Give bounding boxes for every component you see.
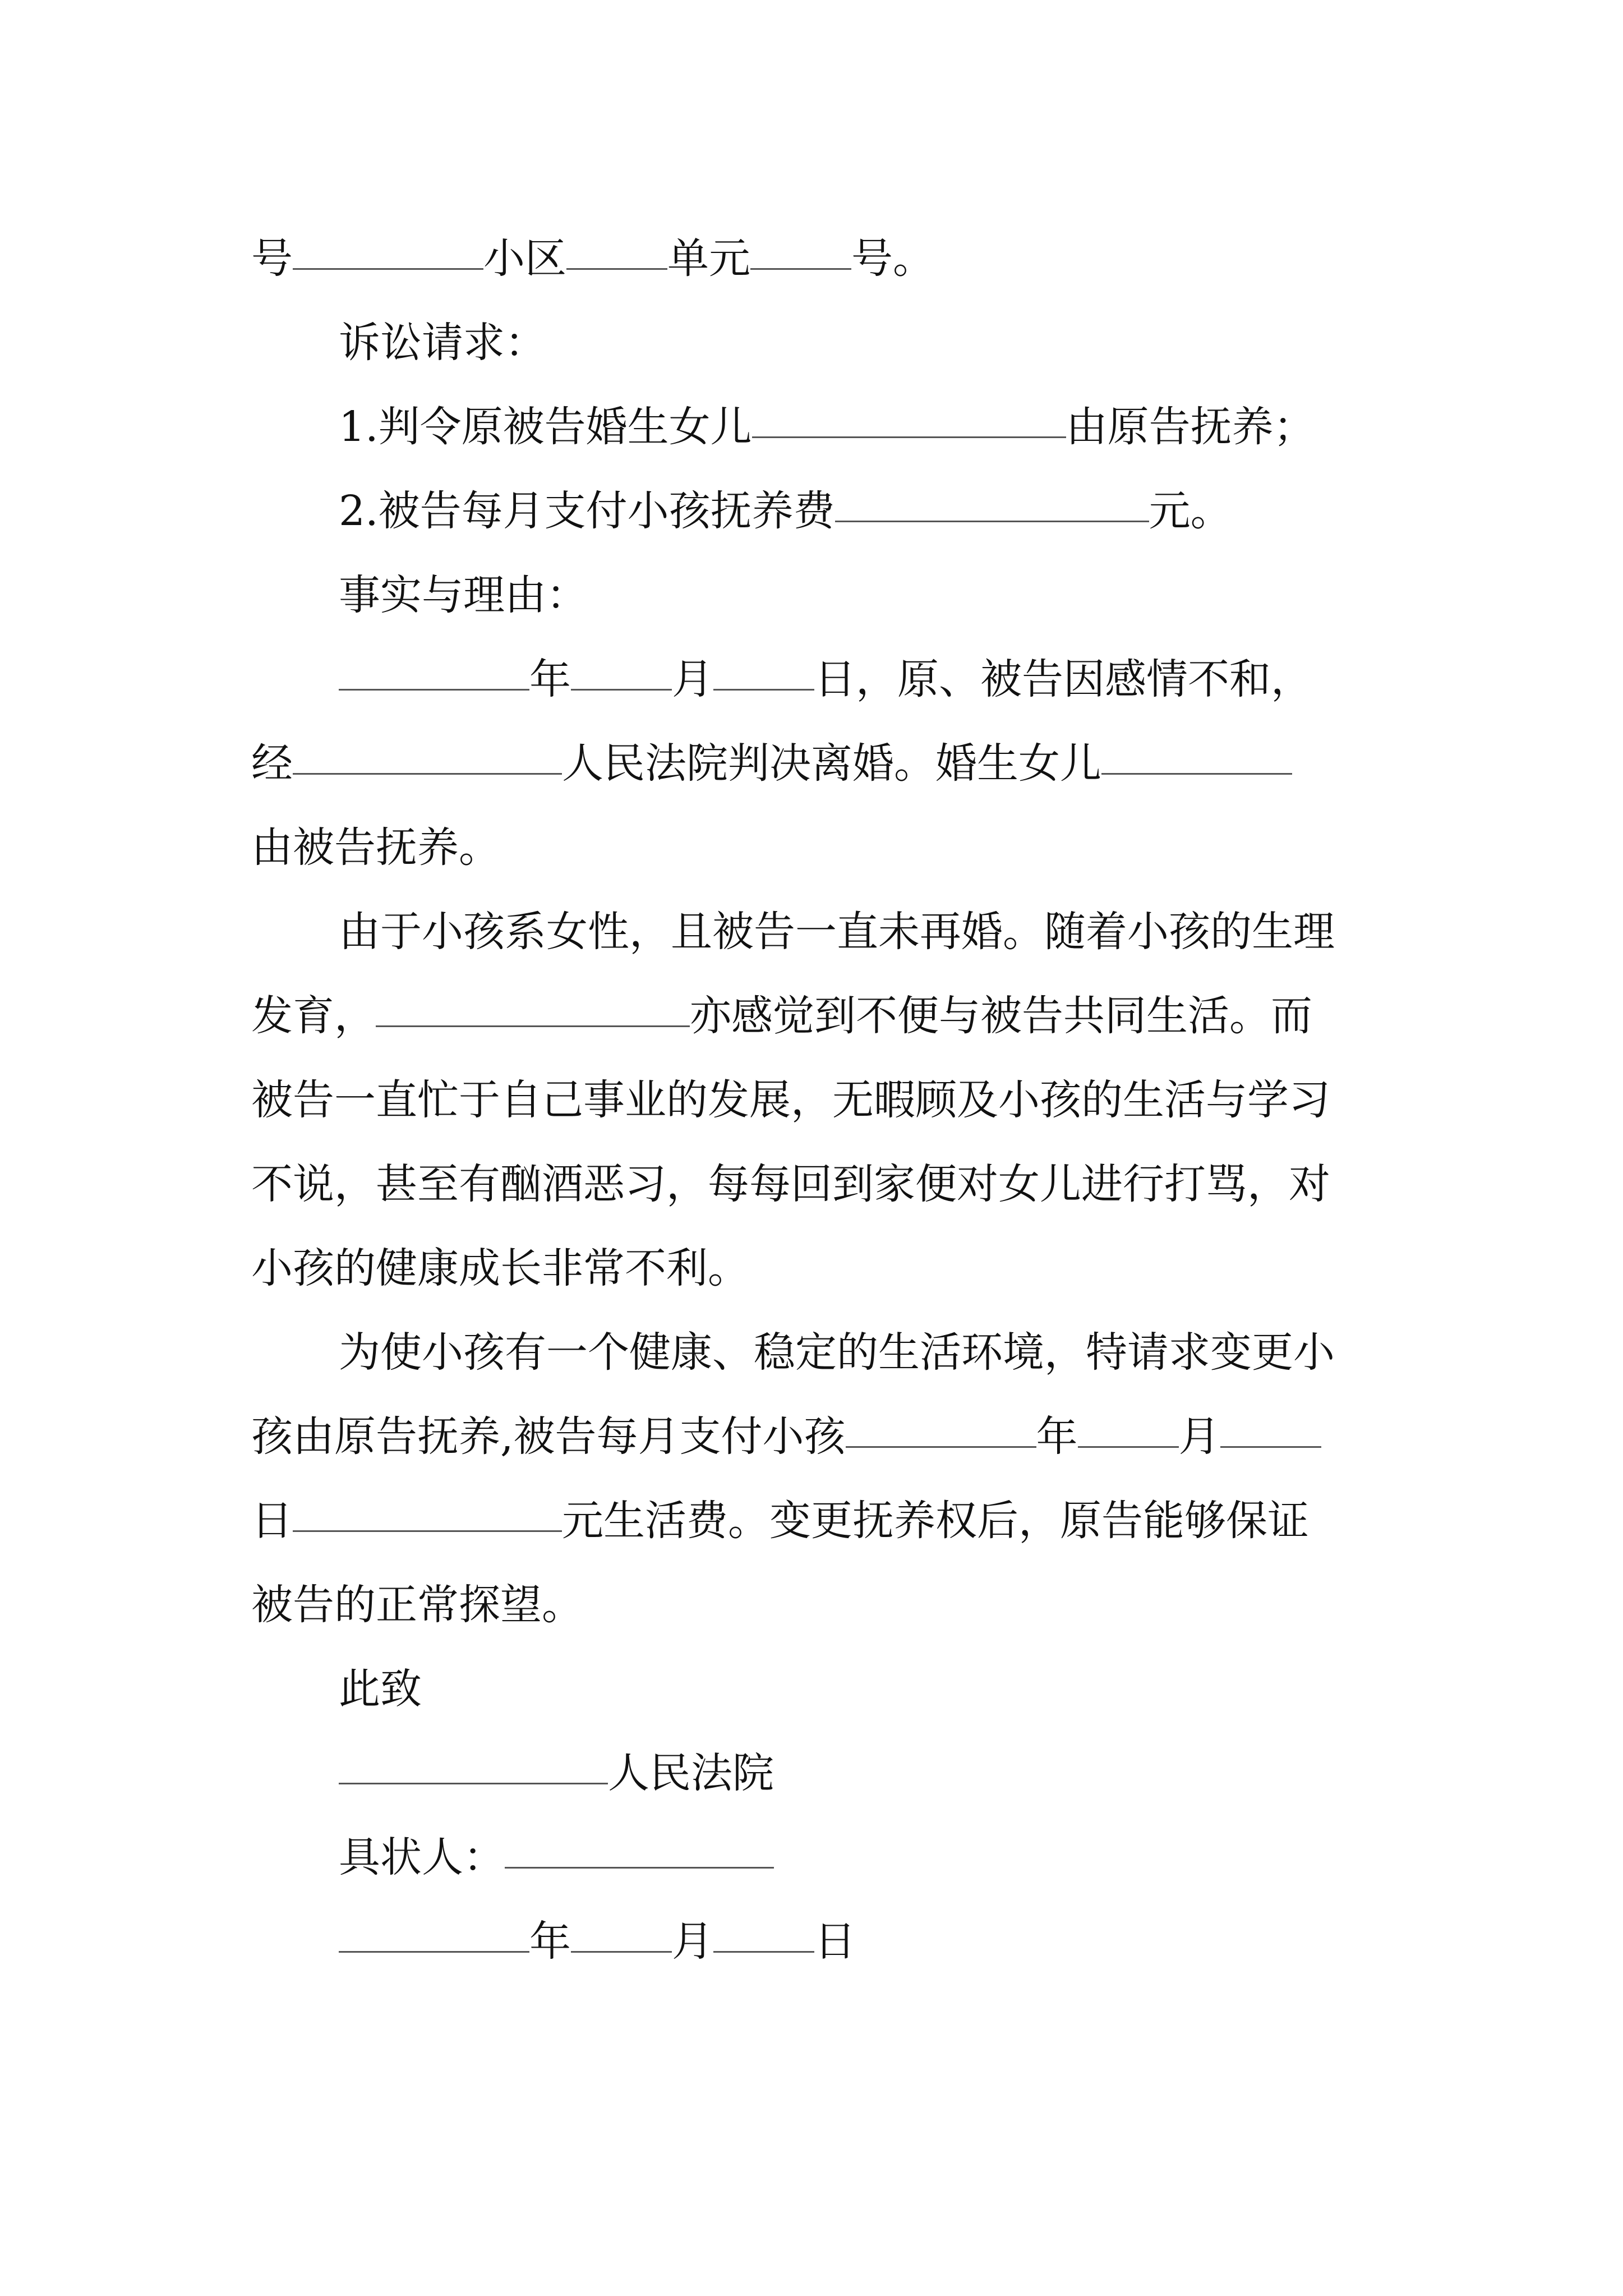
blank-field — [713, 1899, 814, 1953]
text: 年 — [1036, 1412, 1078, 1461]
text: 被告的正常探望。 — [251, 1581, 583, 1629]
blank-field — [752, 385, 1066, 438]
text: 小区 — [483, 234, 566, 283]
text: 日 — [251, 1497, 293, 1545]
text: 小孩的健康成长非常不利。 — [251, 1244, 749, 1292]
text: 亦感觉到不便与被告共同生活。而 — [690, 992, 1312, 1040]
blank-field — [1101, 721, 1292, 775]
blank-field — [1220, 1395, 1321, 1448]
text: 元生活费。变更抚养权后，原告能够保证 — [562, 1497, 1309, 1545]
signatory-line — [251, 1815, 1390, 1899]
blank-field — [293, 1479, 562, 1532]
text: 由被告抚养。 — [251, 823, 500, 872]
blank-field — [835, 469, 1149, 522]
text: 元。 — [1149, 487, 1232, 535]
paragraph-line — [251, 637, 1390, 721]
text: 1.判令原被告婚生女儿 — [339, 403, 752, 451]
text: 人民法院判决离婚。婚生女儿 — [562, 739, 1101, 788]
text: 年 — [529, 655, 571, 703]
document-page — [251, 217, 1390, 1984]
text: 孩由原告抚养,被告每月支付小孩 — [251, 1412, 846, 1461]
date-line — [251, 1899, 1390, 1984]
text: 单元 — [667, 234, 750, 283]
text: 具状人： — [339, 1833, 505, 1881]
address-line — [251, 217, 1390, 301]
text: 日 — [814, 1917, 856, 1966]
text: 由原告抚养； — [1066, 403, 1315, 451]
blank-field — [376, 974, 690, 1027]
text: 被告一直忙于自己事业的发展，无暇顾及小孩的生活与学习 — [251, 1076, 1330, 1124]
paragraph-line — [251, 806, 1390, 890]
blank-field — [571, 1899, 672, 1953]
blank-field — [750, 217, 851, 270]
blank-field — [566, 217, 667, 270]
text: 此致 — [339, 1665, 422, 1713]
text: 为使小孩有一个健康、稳定的生活环境，特请求变更小 — [339, 1328, 1335, 1377]
section-heading — [251, 553, 1390, 637]
claim-item — [251, 469, 1390, 553]
blank-field — [505, 1815, 774, 1869]
text: 诉讼请求： — [339, 319, 546, 367]
blank-field — [1078, 1395, 1179, 1448]
blank-field — [339, 1899, 529, 1953]
blank-field — [846, 1395, 1036, 1448]
paragraph-line — [251, 1226, 1390, 1310]
paragraph-line — [251, 721, 1390, 806]
text: 月 — [672, 1917, 713, 1966]
text: 月 — [1178, 1412, 1220, 1461]
text: 事实与理由： — [339, 571, 588, 619]
text: 不说，甚至有酗酒恶习，每每回到家便对女儿进行打骂，对 — [251, 1160, 1330, 1208]
paragraph-line — [251, 1142, 1390, 1226]
paragraph-line — [251, 1058, 1390, 1142]
text: 人民法院 — [608, 1749, 774, 1797]
text: 由于小孩系女性，且被告一直未再婚。随着小孩的生理 — [339, 908, 1335, 956]
blank-field — [339, 637, 529, 691]
text: 号 — [251, 234, 293, 283]
blank-field — [293, 721, 562, 775]
paragraph-line — [251, 890, 1390, 974]
text: 经 — [251, 739, 293, 788]
closing-salutation — [251, 1647, 1390, 1731]
court-addressee — [251, 1731, 1390, 1815]
section-heading — [251, 301, 1390, 385]
text: 日，原、被告因感情不和， — [814, 655, 1312, 703]
blank-field — [571, 637, 672, 691]
blank-field — [293, 217, 483, 270]
blank-field — [339, 1731, 608, 1784]
paragraph-line — [251, 1479, 1390, 1563]
text: 发育， — [251, 992, 376, 1040]
text: 2.被告每月支付小孩抚养费 — [339, 487, 835, 535]
paragraph-line — [251, 1395, 1390, 1479]
blank-field — [713, 637, 814, 691]
paragraph-line — [251, 1563, 1390, 1647]
claim-item — [251, 385, 1390, 469]
text: 年 — [529, 1917, 571, 1966]
text: 月 — [672, 655, 713, 703]
paragraph-line — [251, 1310, 1390, 1395]
text: 号。 — [851, 234, 934, 283]
paragraph-line — [251, 974, 1390, 1058]
